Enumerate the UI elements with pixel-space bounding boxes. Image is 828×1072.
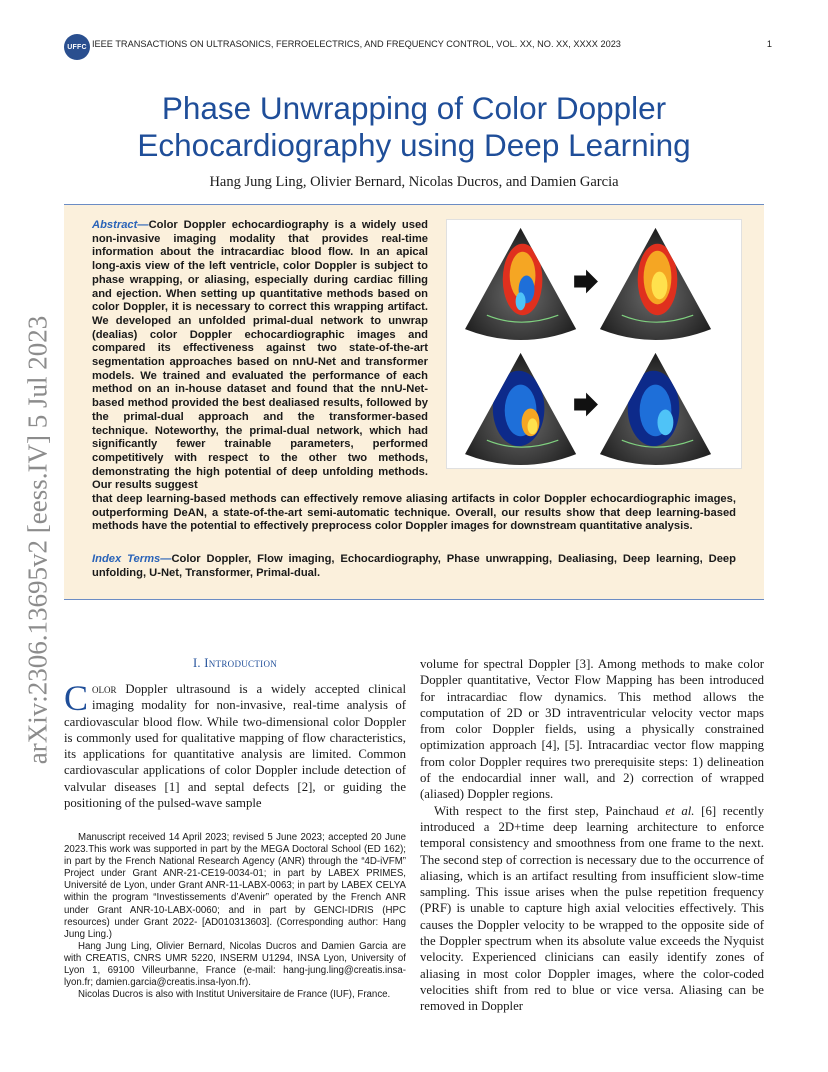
abstract-panel (64, 204, 764, 600)
title-line-2: Echocardiography using Deep Learning (137, 127, 691, 163)
uffc-logo: UFFC (64, 34, 90, 60)
arrow-bottom (574, 393, 598, 417)
arxiv-stamp-text: arXiv:2306.13695v2 [eess.IV] 5 Jul 2023 (22, 315, 53, 765)
footnote-block (64, 832, 406, 1001)
abstract-label: Abstract— (92, 219, 149, 231)
author-list: Hang Jung Ling, Olivier Bernard, Nicolas Ducros, and Damien Garcia (209, 174, 619, 190)
index-terms-text: Color Doppler, Flow imaging, Echocardiography, Phase unwrapping, Dealiasing, Deep learning, Deep unfolding, U-Net, Transformer, Primal-dual. (92, 553, 736, 579)
fan-dealiased-top (600, 228, 711, 340)
page-header (64, 36, 772, 54)
intro-paragraph-2: volume for spectral Doppler [3]. Among methods to make color Doppler quantitative, Vector Flow Mapping has been introduced for intracardiac flow dynamics. This method allows the computation of 2D or 3D intraventricular velocity vector maps from color Doppler fields, using a physically constrained optimization approach [4], [5]. Intracardiac vector flow mapping from color Doppler requires two prerequisite steps: 1) delineation of the endocardial inner wall, and 2) correction of wrapped (aliased) Doppler regions. (420, 657, 764, 802)
intro-text-3b: [6] recently introduced a 2D+time deep learning architecture to enforce temporal consistency and smoothness from one frame to the next. The second step of correction is necessary due to the occurrence of aliasing, which is an artifact resulting from insufficient slow-time sampling. This issue arises when the pulse repetition frequency (PRF) is unable to capture high axial velocities effectively. This causes the Doppler velocity to be wrapped to the opposite side of the Doppler spectrum when its absolute value exceeds the Nyquist velocity. Experienced clinicians can easily identify zones of aliasing in most color Doppler images, where the color-coded velocities shift from red to blue or vice versa. Aliasing can be removed in Doppler (420, 803, 764, 1014)
footnote-iuf: Nicolas Ducros is also with Institut Universitaire de France (IUF), France. (78, 989, 391, 1001)
et-al: et al. (665, 803, 695, 818)
footnote-manuscript: Manuscript received 14 April 2023; revised 5 June 2023; accepted 20 June 2023.This work was supported in part by the MEGA Doctoral School (ED 162); in part by the French National Research Agency (ANR) through the “4D-iVFM” Project under Grant ANR-21-CE19-0034-01; in part by LABEX PRIMES, Université de Lyon, under Grant ANR-11-LABX-0063; in part by LABEX CELYA within the program “Investissements d’Avenir” operated by the French ANR under Grant ANR-10-LABX-0060; and in part by GENCI-IDRIS (HPC resources) under Grant 2022- [AD010313603]. (Corresponding author: Hang Jung Ling.) (64, 832, 406, 940)
abstract-body-1: Color Doppler echocardiography is a widely used non-invasive imaging modality that provides real-time information about the intracardiac blood flow. In an apical long-axis view of the left ventricle, color Doppler is subject to phase wrapping, or aliasing, especially during cardiac filling and ejection. When setting up quantitative methods based on color Doppler, it is necessary to correct this wrapping artifact. We developed an unfolded primal-dual network to unwrap (dealias) color Doppler echocardiographic images and compared its effectiveness against two state-of-the-art segmentation approaches based on nnU-Net and transformer models. We trained and evaluated the performance of each method on an in-house dataset and found that the nnU-Net-based method provided the best dealiased results, followed by the primal-dual approach and the transformer-based technique. Noteworthy, the primal-dual network, which had significantly fewer trainable parameters, performed competitively with respect to the other two methods, demonstrating the high potential of deep unfolding methods. Our results suggest (92, 219, 428, 492)
fan-aliased-top (465, 228, 576, 340)
fan-aliased-bottom (465, 353, 576, 465)
left-column (64, 656, 406, 811)
footnote-affiliations: Hang Jung Ling, Olivier Bernard, Nicolas Ducros and Damien Garcia are with CREATIS, CNRS UMR 5220, INSERM U1294, INSA Lyon, University of Lyon 1, 69100 Villeurbanne, France (e-mail: hang-jung.ling@creatis.insa-lyon.fr; damien.garcia@creatis.insa-lyon.fr). (64, 940, 406, 989)
section-number: I. (192, 656, 205, 670)
paper-title (64, 90, 764, 164)
intro-text-1: Doppler ultrasound is a widely accepted clinical imaging modality for non-invasive, real-time analysis of cardiovascular blood flow. While two-dimensional color Doppler is commonly used for qualitative mapping of flow characteristics, its applications for quantitative analysis are limited. Common cardiovascular applications of color Doppler include detection of valvular diseases [1] and septal defects [2], or guiding the positioning of the pulsed-wave sample (64, 682, 407, 811)
arrow-top (574, 270, 598, 294)
title-line-1: Phase Unwrapping of Color Doppler (161, 90, 667, 126)
index-terms (92, 553, 736, 580)
intro-text-3a: With respect to the first step, Painchaud (434, 803, 666, 818)
right-column (420, 656, 764, 1015)
fan-dealiased-bottom (600, 353, 711, 465)
arxiv-stamp (12, 300, 64, 780)
graphical-abstract-figure (446, 219, 742, 469)
journal-name: IEEE TRANSACTIONS ON ULTRASONICS, FERROELECTRICS, AND FREQUENCY CONTROL, VOL. XX, NO. XX, XXXX 2023 (92, 39, 621, 49)
page-number: 1 (766, 39, 772, 49)
intro-paragraph-1 (64, 678, 407, 811)
doppler-figure-svg (447, 220, 741, 468)
intro-paragraph-3 (420, 803, 764, 1015)
drop-cap-rest: olor (92, 682, 117, 696)
abstract-body-2: that deep learning-based methods can effectively remove aliasing artifacts in color Doppler echocardiographic images, outperforming DeAN, a state-of-the-art semi-automatic technique. Overall, our results show that deep learning-based methods have the potential to effectively preprocess color Doppler images for downstream quantitative analysis. (92, 493, 736, 533)
drop-cap: C (64, 678, 89, 718)
index-terms-label: Index Terms— (92, 553, 172, 565)
section-heading (64, 656, 406, 671)
section-title: Introduction (204, 656, 278, 670)
abstract-left-text (92, 219, 428, 493)
